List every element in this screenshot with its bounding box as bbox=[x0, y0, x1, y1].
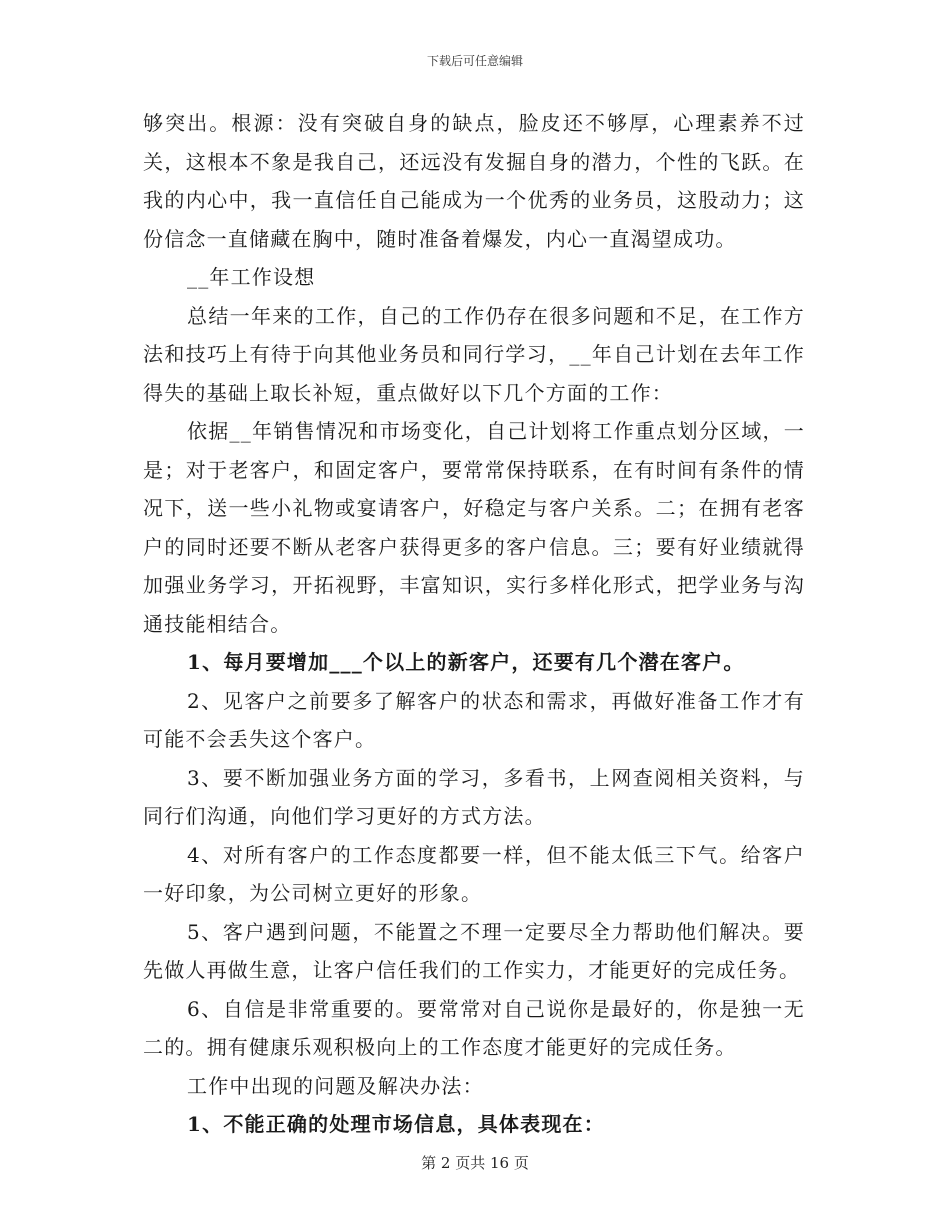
paragraph-item-4: 4、对所有客户的工作态度都要一样，但不能太低三下气。给客户一好印象，为公司树立更好的形象。 bbox=[143, 842, 805, 905]
page-header-note: 下载后可任意编辑 bbox=[426, 54, 523, 68]
paragraph-root-cause: 够突出。根源：没有突破自身的缺点，脸皮还不够厚，心理素养不过关，这根本不象是我自己，还远没有发掘自身的潜力，个性的飞跃。在我的内心中，我一直信任自己能成为一个优秀的业务员，这股动力；这份信念一直储藏在胸中，随时准备着爆发，内心一直渴望成功。 bbox=[143, 111, 805, 251]
paragraph-item-1: 1、每月要增加___个以上的新客户，还要有几个潜在客户。 bbox=[187, 650, 745, 674]
paragraph-sales-plan: 依据__年销售情况和市场变化，自己计划将工作重点划分区域，一是；对于老客户，和固定客户，要常常保持联系，在有时间有条件的情况下，送一些小礼物或宴请客户，好稳定与客户关系。二；在拥有老客户的同时还要不断从老客户获得更多的客户信息。三；要有好业绩就得加强业务学习，开拓视野，丰富知识，实行多样化形式，把学业务与沟通技能相结合。 bbox=[143, 419, 805, 636]
paragraph-item-6: 6、自信是非常重要的。要常常对自己说你是最好的，你是独一无二的。拥有健康乐观积极向上的工作态度才能更好的完成任务。 bbox=[143, 996, 805, 1059]
document-body bbox=[143, 104, 805, 1144]
paragraph-item-5: 5、客户遇到问题，不能置之不理一定要尽全力帮助他们解决。要先做人再做生意，让客户信任我们的工作实力，才能更好的完成任务。 bbox=[143, 919, 805, 982]
paragraph-work-plan-heading: __年工作设想 bbox=[187, 265, 316, 289]
paragraph-item-3: 3、要不断加强业务方面的学习，多看书，上网查阅相关资料，与同行们沟通，向他们学习更好的方式方法。 bbox=[143, 765, 805, 828]
paragraph-problems-heading: 工作中出现的问题及解决办法： bbox=[187, 1073, 484, 1098]
paragraph-item-2: 2、见客户之前要多了解客户的状态和需求，再做好准备工作才有可能不会丢失这个客户。 bbox=[143, 688, 805, 751]
paragraph-problem-1: 1、不能正确的处理市场信息，具体表现在： bbox=[187, 1112, 605, 1136]
paragraph-summary: 总结一年来的工作，自己的工作仍存在很多问题和不足，在工作方法和技巧上有待于向其他业务员和同行学习，__年自己计划在去年工作得失的基础上取长补短，重点做好以下几个方面的工作： bbox=[143, 303, 805, 405]
page-number: 第 2 页共 16 页 bbox=[421, 1154, 529, 1172]
